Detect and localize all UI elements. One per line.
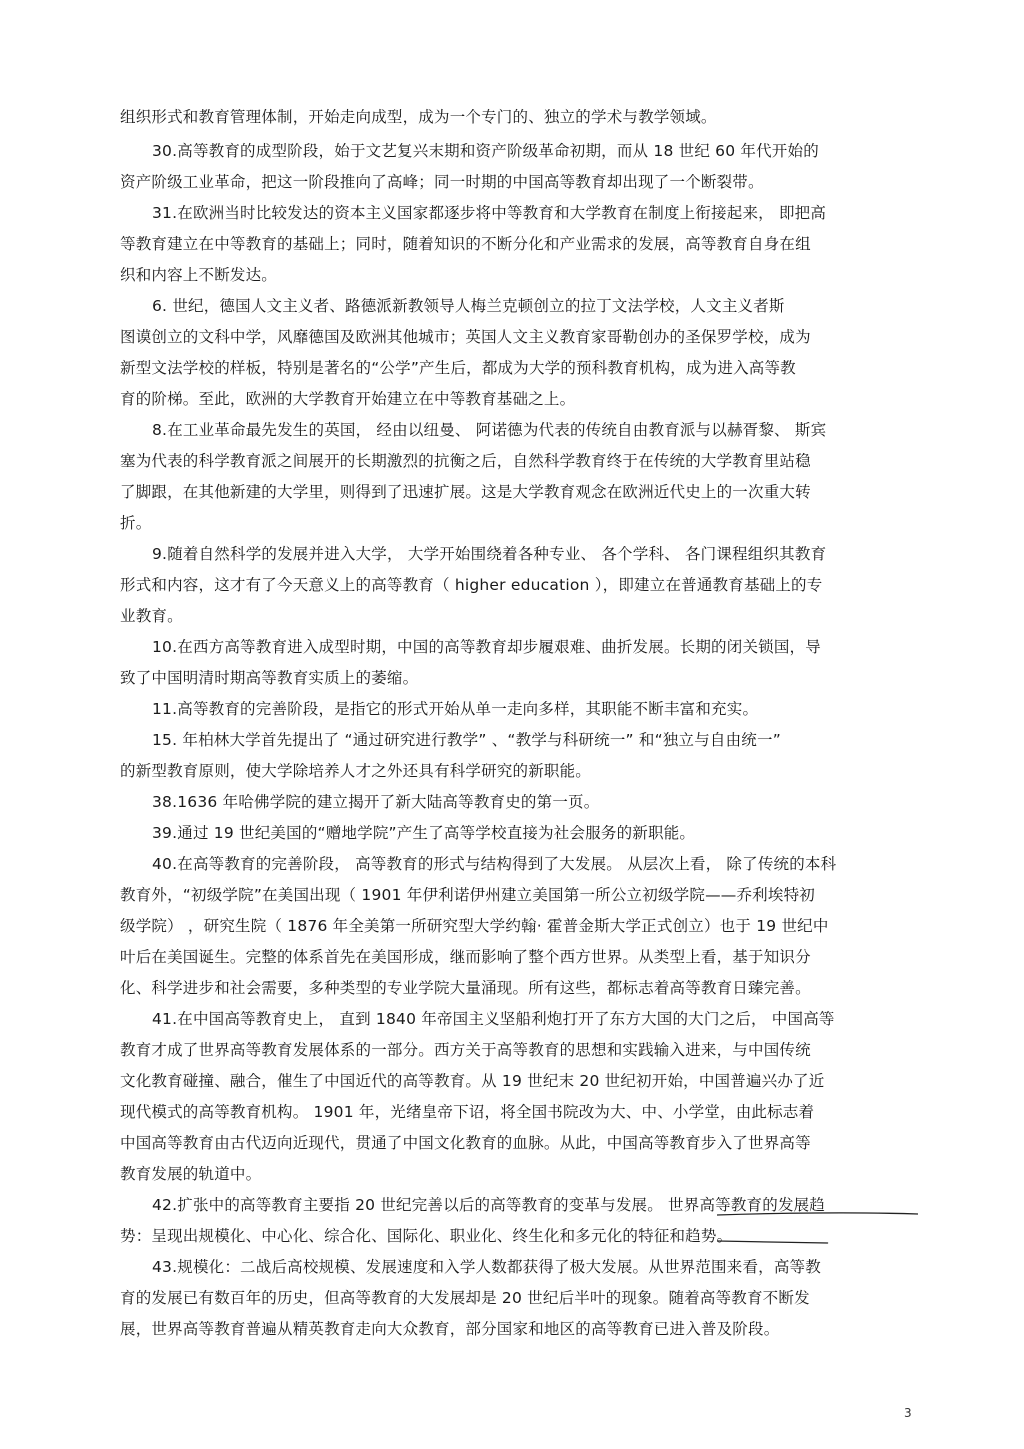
text-line: 塞为代表的科学教育派之间展开的长期激烈的抗衡之后，自然科学教育终于在传统的大学教育里站稳 xyxy=(120,452,811,470)
text-line: 育的发展已有数百年的历史，但高等教育的大发展却是 20 世纪后半叶的现象。随着高等教育不断发 xyxy=(120,1289,810,1307)
text-line: 织和内容上不断发达。 xyxy=(120,266,278,284)
text-line: 教育外，“初级学院”在美国出现（ 1901 年伊利诺伊州建立美国第一所公立初级学院——乔利埃特初 xyxy=(120,886,815,904)
text-line: 11.高等教育的完善阶段，是指它的形式开始从单一走向多样，其职能不断丰富和充实。 xyxy=(152,700,759,718)
text-line: 30.高等教育的成型阶段，始于文艺复兴末期和资产阶级革命初期，而从 18 世纪 60 年代开始的 xyxy=(152,142,819,160)
text-line: 形式和内容，这才有了今天意义上的高等教育（ higher education ），即建立在普通教育基础上的专 xyxy=(120,576,823,594)
text-line: 业教育。 xyxy=(120,607,183,625)
text-line: 教育发展的轨道中。 xyxy=(120,1165,262,1183)
text-line: 资产阶级工业革命，把这一阶段推向了高峰；同一时期的中国高等教育却出现了一个断裂带。 xyxy=(120,173,764,191)
text-line: 图谟创立的文科中学，风靡德国及欧洲其他城市；英国人文主义教育家哥勒创办的圣保罗学校，成为 xyxy=(120,328,811,346)
text-line: 级学院） ，研究生院（ 1876 年全美第一所研究型大学约翰· 霍普金斯大学正式创立）也于 19 世纪中 xyxy=(120,917,829,935)
text-line: 折。 xyxy=(120,514,152,532)
text-line: 育的阶梯。至此，欧洲的大学教育开始建立在中等教育基础之上。 xyxy=(120,390,576,408)
text-line: 了脚跟，在其他新建的大学里，则得到了迅速扩展。这是大学教育观念在欧洲近代史上的一次重大转 xyxy=(120,483,811,501)
page-number: 3 xyxy=(904,1406,912,1420)
text-line: 10.在西方高等教育进入成型时期，中国的高等教育却步履艰难、曲折发展。长期的闭关锁国，导 xyxy=(152,638,821,656)
text-line: 8.在工业革命最先发生的英国， 经由以纽曼、 阿诺德为代表的传统自由教育派与以赫胥黎、 斯宾 xyxy=(152,421,827,439)
text-line: 现代模式的高等教育机构。 1901 年，光绪皇帝下诏，将全国书院改为大、中、小学堂，由此标志着 xyxy=(120,1103,815,1121)
text-line: 40.在高等教育的完善阶段， 高等教育的形式与结构得到了大发展。 从层次上看， 除了传统的本科 xyxy=(152,855,837,873)
text-line: 39.通过 19 世纪美国的“赠地学院”产生了高等学校直接为社会服务的新职能。 xyxy=(152,824,696,842)
text-line: 致了中国明清时期高等教育实质上的萎缩。 xyxy=(120,669,419,687)
text-line: 等教育建立在中等教育的基础上；同时，随着知识的不断分化和产业需求的发展，高等教育自身在组 xyxy=(120,235,811,253)
text-line: 38.1636 年哈佛学院的建立揭开了新大陆高等教育史的第一页。 xyxy=(152,793,600,811)
text-line: 41.在中国高等教育史上， 直到 1840 年帝国主义坚船利炮打开了东方大国的大门之后， 中国高等 xyxy=(152,1010,835,1028)
text-line: 势：呈现出规模化、中心化、综合化、国际化、职业化、终生化和多元化的特征和趋势。 xyxy=(120,1227,733,1245)
text-line: 文化教育碰撞、融合，催生了中国近代的高等教育。从 19 世纪末 20 世纪初开始，中国普遍兴办了近 xyxy=(120,1072,825,1090)
text-line: 9.随着自然科学的发展并进入大学， 大学开始围绕着各种专业、 各个学科、 各门课程组织其教育 xyxy=(152,545,827,563)
text-line: 化、科学进步和社会需要，多种类型的专业学院大量涌现。所有这些，都标志着高等教育日臻完善。 xyxy=(120,979,811,997)
text-line: 43.规模化：二战后高校规模、发展速度和入学人数都获得了极大发展。从世界范围来看，高等教 xyxy=(152,1258,821,1276)
text-line: 叶后在美国诞生。完整的体系首先在美国形成，继而影响了整个西方世界。从类型上看，基于知识分 xyxy=(120,948,811,966)
text-line: 6. 世纪，德国人文主义者、路德派新教领导人梅兰克顿创立的拉丁文法学校，人文主义者斯 xyxy=(152,297,785,315)
text-line: 新型文法学校的样板，特别是著名的“公学”产生后，都成为大学的预科教育机构，成为进入高等教 xyxy=(120,359,796,377)
text-line: 的新型教育原则，使大学除培养人才之外还具有科学研究的新职能。 xyxy=(120,762,592,780)
text-line: 组织形式和教育管理体制，开始走向成型，成为一个专门的、独立的学术与教学领域。 xyxy=(120,108,717,126)
text-line: 中国高等教育由古代迈向近现代，贯通了中国文化教育的血脉。从此，中国高等教育步入了世界高等 xyxy=(120,1134,811,1152)
text-line: 15. 年柏林大学首先提出了 “通过研究进行教学” 、“教学与科研统一” 和“独立与自由统一” xyxy=(152,731,781,749)
text-line: 教育才成了世界高等教育发展体系的一部分。西方关于高等教育的思想和实践输入进来，与中国传统 xyxy=(120,1041,811,1059)
text-line: 31.在欧洲当时比较发达的资本主义国家都逐步将中等教育和大学教育在制度上衔接起来， 即把高 xyxy=(152,204,827,222)
text-line: 展，世界高等教育普遍从精英教育走向大众教育，部分国家和地区的高等教育已进入普及阶段。 xyxy=(120,1320,780,1338)
text-line: 42.扩张中的高等教育主要指 20 世纪完善以后的高等教育的变革与发展。 世界高等教育的发展趋 xyxy=(152,1196,826,1214)
